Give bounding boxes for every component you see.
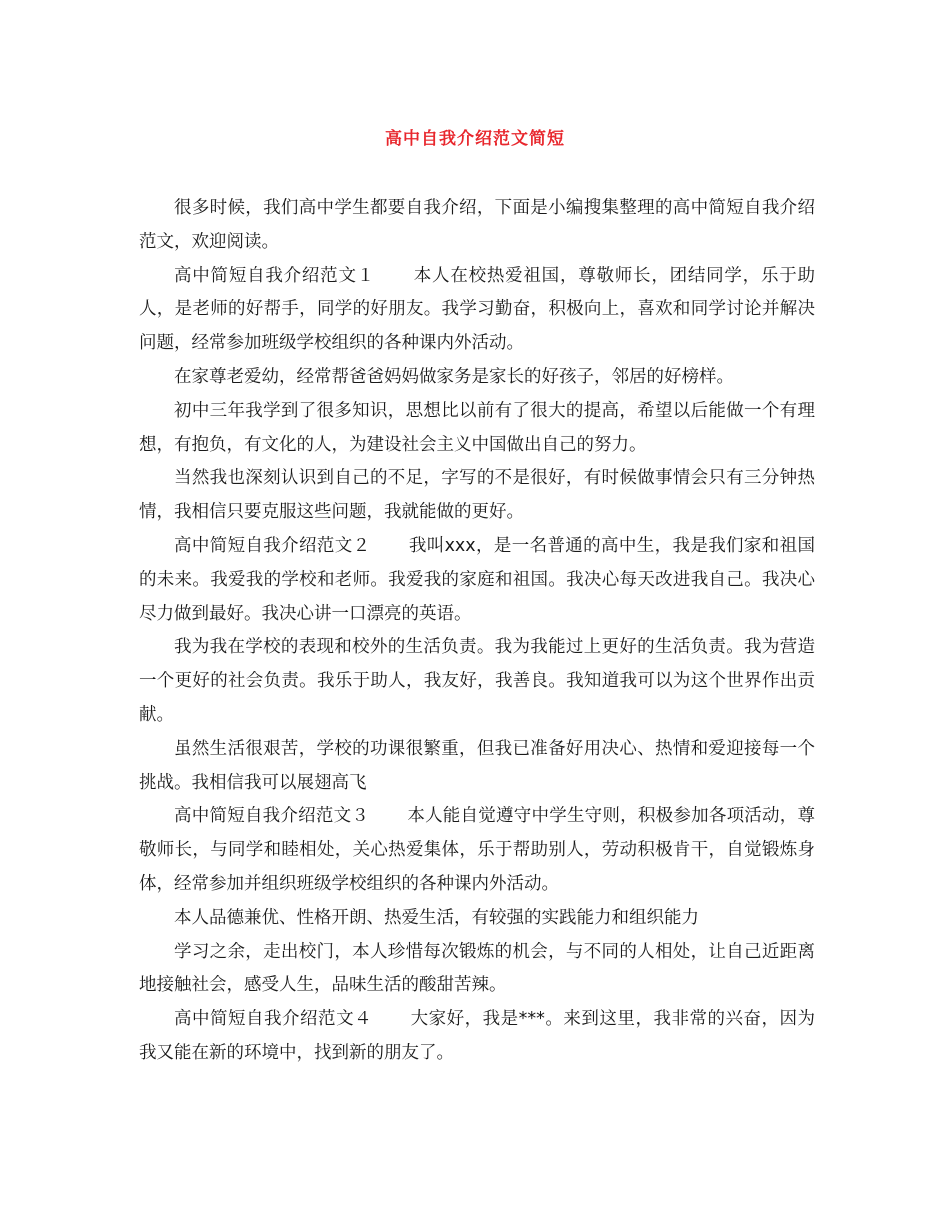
section-heading: 高中简短自我介绍范文１	[174, 265, 375, 286]
section-heading: 高中简短自我介绍范文２	[174, 535, 371, 556]
paragraph-text: 我为我在学校的表现和校外的生活负责。我为我能过上更好的生活负责。我为营造一个更好的社会负责。我乐于助人，我友好，我善良。我知道我可以为这个世界作出贡献。	[139, 637, 815, 725]
section-heading: 高中简短自我介绍范文４	[174, 1009, 373, 1030]
paragraph	[139, 800, 815, 901]
paragraph	[139, 192, 815, 260]
paragraph	[139, 902, 815, 936]
paragraph	[139, 260, 815, 361]
article-body	[139, 192, 815, 1071]
paragraph	[139, 1003, 815, 1071]
paragraph-text: 本人在校热爱祖国，尊敬师长，团结同学，乐于助人，是老师的好帮手，同学的好朋友。我学习勤奋，积极向上，喜欢和同学讨论并解决问题，经常参加班级学校组织的各种课内外活动。	[139, 265, 815, 354]
paragraph-text: 初中三年我学到了很多知识，思想比以前有了很大的提高，希望以后能做一个有理想，有抱负，有文化的人，为建设社会主义中国做出自己的努力。	[139, 400, 815, 455]
paragraph-text: 大家好，我是***。来到这里，我非常的兴奋，因为我又能在新的环境中，找到新的朋友了。	[139, 1009, 816, 1063]
paragraph	[139, 936, 815, 1004]
paragraph-text: 在家尊老爱幼，经常帮爸爸妈妈做家务是家长的好孩子，邻居的好榜样。	[174, 366, 734, 387]
paragraph	[139, 530, 815, 631]
paragraph-text: 当然我也深刻认识到自己的不足，字写的不是很好，有时候做事情会只有三分钟热情，我相信只要克服这些问题，我就能做的更好。	[139, 468, 815, 523]
paragraph-text: 很多时候，我们高中学生都要自我介绍，下面是小编搜集整理的高中简短自我介绍范文，欢迎阅读。	[139, 198, 815, 252]
paragraph-text: 我叫xxx，是一名普通的高中生，我是我们家和祖国的未来。我爱我的学校和老师。我爱我的家庭和祖国。我决心每天改进我自己。我决心尽力做到最好。我决心讲一口漂亮的英语。	[139, 535, 816, 624]
section-heading: 高中简短自我介绍范文３	[174, 806, 370, 827]
paragraph-text: 本人品德兼优、性格开朗、热爱生活，有较强的实践能力和组织能力	[174, 907, 699, 928]
paragraph	[139, 733, 815, 801]
paragraph	[139, 395, 815, 463]
paragraph	[139, 361, 815, 395]
paragraph	[139, 631, 815, 732]
paragraph-text: 本人能自觉遵守中学生守则，积极参加各项活动，尊敬师长，与同学和睦相处，关心热爱集体，乐于帮助别人，劳动积极肯干，自觉锻炼身体，经常参加并组织班级学校组织的各种课内外活动。	[139, 806, 816, 894]
paragraph	[139, 462, 815, 530]
page-title: 高中自我介绍范文简短	[385, 129, 565, 149]
paragraph-text: 学习之余，走出校门，本人珍惜每次锻炼的机会，与不同的人相处，让自己近距离地接触社会，感受人生，品味生活的酸甜苦辣。	[139, 941, 815, 996]
paragraph-text: 虽然生活很艰苦，学校的功课很繁重，但我已准备好用决心、热情和爱迎接每一个挑战。我相信我可以展翅高飞	[139, 738, 815, 793]
